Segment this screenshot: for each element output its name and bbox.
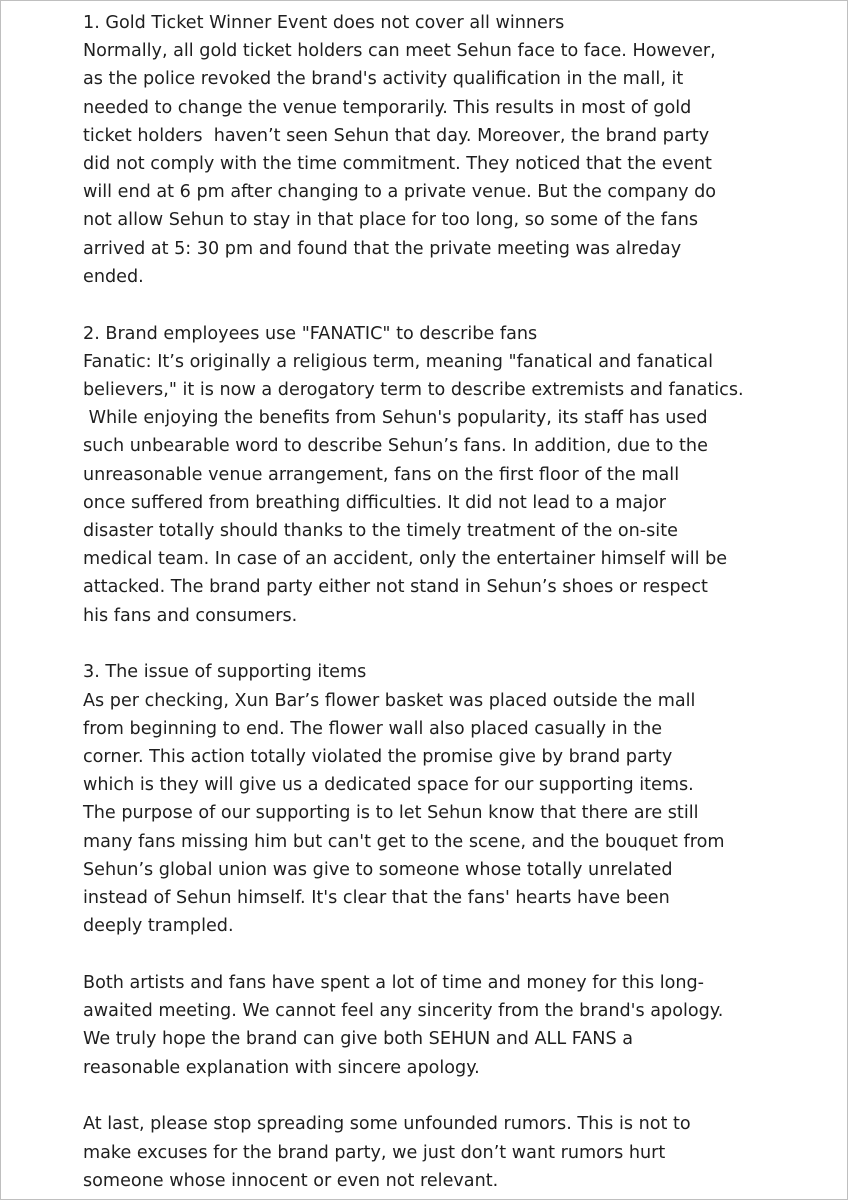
text-line: arrived at 5: 30 pm and found that the private meeting was alreday (83, 238, 682, 259)
text-line: not allow Sehun to stay in that place for too long, so some of the fans (83, 210, 699, 231)
text-line: ended. (83, 266, 144, 287)
text-line: As per checking, Xun Bar’s flower basket was placed outside the mall (83, 690, 696, 711)
text-line: from beginning to end. The flower wall also placed casually in the (83, 718, 663, 739)
text-line: make excuses for the brand party, we just don’t want rumors hurt (83, 1142, 666, 1163)
section-fanatic (83, 320, 823, 630)
section-heading: 1. Gold Ticket Winner Event does not cover all winners (83, 13, 565, 33)
text-line: medical team. In case of an accident, only the entertainer himself will be (83, 549, 728, 570)
text-line: as the police revoked the brand's activity qualification in the mall, it (83, 69, 684, 90)
text-line: Fanatic: It’s originally a religious term, meaning "fanatical and fanatical (83, 351, 713, 372)
text-line: believers," it is now a derogatory term to describe extremists and fanatics. (83, 380, 744, 401)
text-line: corner. This action totally violated the promise give by brand party (83, 747, 673, 768)
document-body (83, 9, 823, 1195)
text-line: such unbearable word to describe Sehun’s fans. In addition, due to the (83, 436, 708, 457)
section-heading: 3. The issue of supporting items (83, 662, 367, 683)
text-line: unreasonable venue arrangement, fans on the first floor of the mall (83, 464, 680, 485)
text-line: The purpose of our supporting is to let Sehun know that there are still (83, 803, 699, 824)
text-line: did not comply with the time commitment. They noticed that the event (83, 154, 712, 175)
text-line: awaited meeting. We cannot feel any sincerity from the brand's apology. (83, 1001, 724, 1022)
text-line: We truly hope the brand can give both SEHUN and ALL FANS a (83, 1029, 633, 1050)
text-line: disaster totally should thanks to the timely treatment of the on-site (83, 521, 678, 542)
section-heading: 2. Brand employees use "FANATIC" to describe fans (83, 323, 538, 344)
text-line: attacked. The brand party either not stand in Sehun’s shoes or respect (83, 577, 708, 598)
text-line: once suffered from breathing difficulties. It did not lead to a major (83, 492, 667, 513)
text-line: reasonable explanation with sincere apology. (83, 1057, 480, 1078)
section-supporting-items (83, 658, 823, 940)
paragraph-rumors (83, 1110, 823, 1195)
text-line: instead of Sehun himself. It's clear that the fans' hearts have been (83, 888, 670, 909)
text-line: many fans missing him but can't get to the scene, and the bouquet from (83, 831, 725, 852)
paragraph-gap (83, 940, 823, 969)
text-line: Sehun’s global union was give to someone whose totally unrelated (83, 859, 673, 880)
text-line: will end at 6 pm after changing to a private venue. But the company do (83, 182, 717, 203)
text-line: which is they will give us a dedicated space for our supporting items. (83, 775, 694, 796)
paragraph-gap (83, 1082, 823, 1111)
text-line: ticket holders haven’t seen Sehun that day. Moreover, the brand party (83, 125, 710, 146)
paragraph-gap (83, 630, 823, 659)
text-line: While enjoying the benefits from Sehun's popularity, its staff has used (83, 408, 708, 429)
section-gold-ticket (83, 9, 823, 291)
text-line: Normally, all gold ticket holders can meet Sehun face to face. However, (83, 41, 716, 62)
text-line: his fans and consumers. (83, 605, 298, 626)
text-line: deeply trampled. (83, 916, 234, 937)
paragraph-apology (83, 969, 823, 1082)
text-line: Both artists and fans have spent a lot of time and money for this long- (83, 973, 705, 994)
paragraph-gap (83, 291, 823, 320)
text-line: At last, please stop spreading some unfounded rumors. This is not to (83, 1114, 691, 1135)
text-line: someone whose innocent or even not relevant. (83, 1170, 499, 1191)
text-line: needed to change the venue temporarily. This results in most of gold (83, 97, 692, 118)
